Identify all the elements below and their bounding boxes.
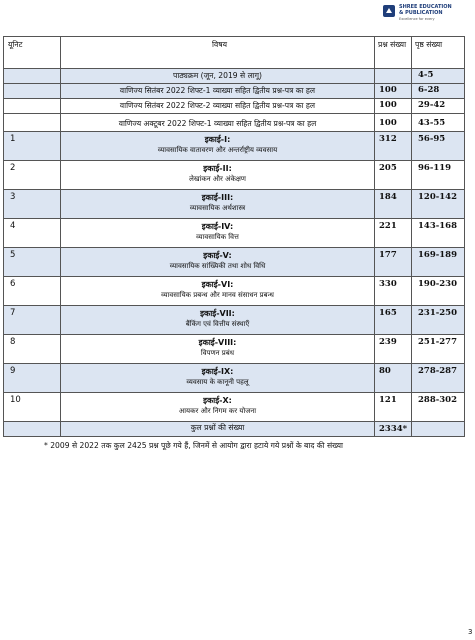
unit-subject xyxy=(61,132,375,161)
unit-pages: 96-119 xyxy=(412,161,465,190)
intro-subject: वाणिज्य सितंबर 2022 शिफ्ट-2 व्याख्या सहित द्वितीय प्रश्न-पत्र का हल xyxy=(61,99,375,114)
unit-title: इकाई-IV: xyxy=(201,222,234,231)
intro-subject: पाठ्यक्रम (जून, 2019 से लागू) xyxy=(61,69,375,84)
unit-number: 9 xyxy=(4,364,61,393)
unit-subject xyxy=(61,161,375,190)
unit-title: इकाई-III: xyxy=(201,193,234,202)
unit-subject xyxy=(61,364,375,393)
unit-title: इकाई-II: xyxy=(203,164,232,173)
unit-title: इकाई-VI: xyxy=(201,280,234,289)
unit-row-4[interactable] xyxy=(4,219,465,248)
unit-pages: 143-168 xyxy=(412,219,465,248)
unit-number: 6 xyxy=(4,277,61,306)
unit-subject xyxy=(61,335,375,364)
unit-name: व्यवसाय के कानूनी पहलू xyxy=(186,378,249,386)
unit-title: इकाई-IX: xyxy=(201,367,234,376)
unit-number: 1 xyxy=(4,132,61,161)
publisher-logo xyxy=(382,3,472,23)
unit-pages: 190-230 xyxy=(412,277,465,306)
header-unit: यूनिट xyxy=(4,37,61,69)
unit-question-count: 80 xyxy=(375,364,412,393)
footnote: * 2009 से 2022 तक कुल 2425 प्रश्न पूछे गये हैं, जिनमें से आयोग द्वारा हटाये गये प्रश्नों के बाद की संख्या xyxy=(44,441,343,450)
unit-subject xyxy=(61,277,375,306)
unit-pages: 169-189 xyxy=(412,248,465,277)
unit-number: 7 xyxy=(4,306,61,335)
unit-question-count: 177 xyxy=(375,248,412,277)
unit-number: 3 xyxy=(4,190,61,219)
header-subject: विषय xyxy=(61,37,375,69)
unit-row-2[interactable] xyxy=(4,161,465,190)
unit-pages: 251-277 xyxy=(412,335,465,364)
unit-number: 5 xyxy=(4,248,61,277)
unit-name: व्यावसायिक वातावरण और अन्तर्राष्ट्रीय व्यवसाय xyxy=(157,146,278,154)
unit-number: 4 xyxy=(4,219,61,248)
intro-row-sep-2022-shift2[interactable] xyxy=(4,99,465,114)
unit-question-count: 330 xyxy=(375,277,412,306)
unit-row-8[interactable] xyxy=(4,335,465,364)
unit-name: व्यावसायिक अर्थशास्त्र xyxy=(189,204,246,212)
total-label: कुल प्रश्नों की संख्या xyxy=(61,422,375,437)
intro-question-count: 100 xyxy=(375,114,412,132)
unit-name: व्यावसायिक सांख्यिकी तथा शोध विधि xyxy=(169,262,266,270)
intro-question-count: 100 xyxy=(375,99,412,114)
unit-row-10[interactable] xyxy=(4,393,465,422)
unit-question-count: 312 xyxy=(375,132,412,161)
unit-name: व्यावसायिक वित्त xyxy=(196,233,239,241)
page-number: 3 xyxy=(468,628,473,636)
unit-pages: 120-142 xyxy=(412,190,465,219)
unit-question-count: 239 xyxy=(375,335,412,364)
unit-pages: 288-302 xyxy=(412,393,465,422)
unit-title: इकाई-X: xyxy=(203,396,232,405)
total-row xyxy=(4,422,465,437)
unit-subject xyxy=(61,190,375,219)
unit-title: इकाई-VII: xyxy=(200,309,235,318)
unit-subject xyxy=(61,248,375,277)
unit-title: इकाई-V: xyxy=(203,251,232,260)
intro-row-oct-2022-shift1[interactable] xyxy=(4,114,465,132)
intro-row-sep-2022-shift1[interactable] xyxy=(4,84,465,99)
unit-subject xyxy=(61,393,375,422)
header-page-count: पृष्ठ संख्या xyxy=(412,37,465,69)
unit-number: 2 xyxy=(4,161,61,190)
unit-subject xyxy=(61,306,375,335)
unit-title: इकाई-VIII: xyxy=(198,338,237,347)
unit-question-count: 165 xyxy=(375,306,412,335)
unit-row-3[interactable] xyxy=(4,190,465,219)
publisher-name: SHREE EDUCATION & PUBLICATION xyxy=(399,4,452,16)
unit-number: 10 xyxy=(4,393,61,422)
intro-question-count: 100 xyxy=(375,84,412,99)
unit-name: विपणन प्रबंध xyxy=(200,349,235,357)
unit-name: आयकर और निगम कर योजना xyxy=(178,407,257,415)
unit-pages: 231-250 xyxy=(412,306,465,335)
total-question-count: 2334* xyxy=(375,422,412,437)
unit-question-count: 205 xyxy=(375,161,412,190)
unit-question-count: 184 xyxy=(375,190,412,219)
unit-name: लेखांकन और अंकेक्षण xyxy=(189,175,246,183)
contents-table xyxy=(3,36,465,437)
unit-row-7[interactable] xyxy=(4,306,465,335)
intro-pages: 43-55 xyxy=(412,114,465,132)
intro-question-count xyxy=(375,69,412,84)
unit-question-count: 221 xyxy=(375,219,412,248)
intro-pages: 6-28 xyxy=(412,84,465,99)
unit-name: बैंकिंग एवं वित्तीय संस्थाएँ xyxy=(185,320,250,328)
publisher-emblem-icon xyxy=(382,4,396,18)
unit-number: 8 xyxy=(4,335,61,364)
unit-row-9[interactable] xyxy=(4,364,465,393)
publisher-tagline: Excellence for every xyxy=(399,17,435,21)
intro-pages: 4-5 xyxy=(412,69,465,84)
intro-row-syllabus[interactable] xyxy=(4,69,465,84)
intro-subject: वाणिज्य अक्टूबर 2022 शिफ्ट-1 व्याख्या सहित द्वितीय प्रश्न-पत्र का हल xyxy=(61,114,375,132)
unit-row-1[interactable] xyxy=(4,132,465,161)
header-row xyxy=(4,37,465,69)
header-question-count: प्रश्न संख्या xyxy=(375,37,412,69)
unit-name: व्यावसायिक प्रबन्ध और मानव संसाधन प्रबन्ध xyxy=(161,291,274,299)
intro-pages: 29-42 xyxy=(412,99,465,114)
unit-row-6[interactable] xyxy=(4,277,465,306)
unit-title: इकाई-I: xyxy=(204,135,231,144)
unit-pages: 56-95 xyxy=(412,132,465,161)
unit-subject xyxy=(61,219,375,248)
unit-row-5[interactable] xyxy=(4,248,465,277)
unit-question-count: 121 xyxy=(375,393,412,422)
unit-pages: 278-287 xyxy=(412,364,465,393)
intro-subject: वाणिज्य सितंबर 2022 शिफ्ट-1 व्याख्या सहित द्वितीय प्रश्न-पत्र का हल xyxy=(61,84,375,99)
